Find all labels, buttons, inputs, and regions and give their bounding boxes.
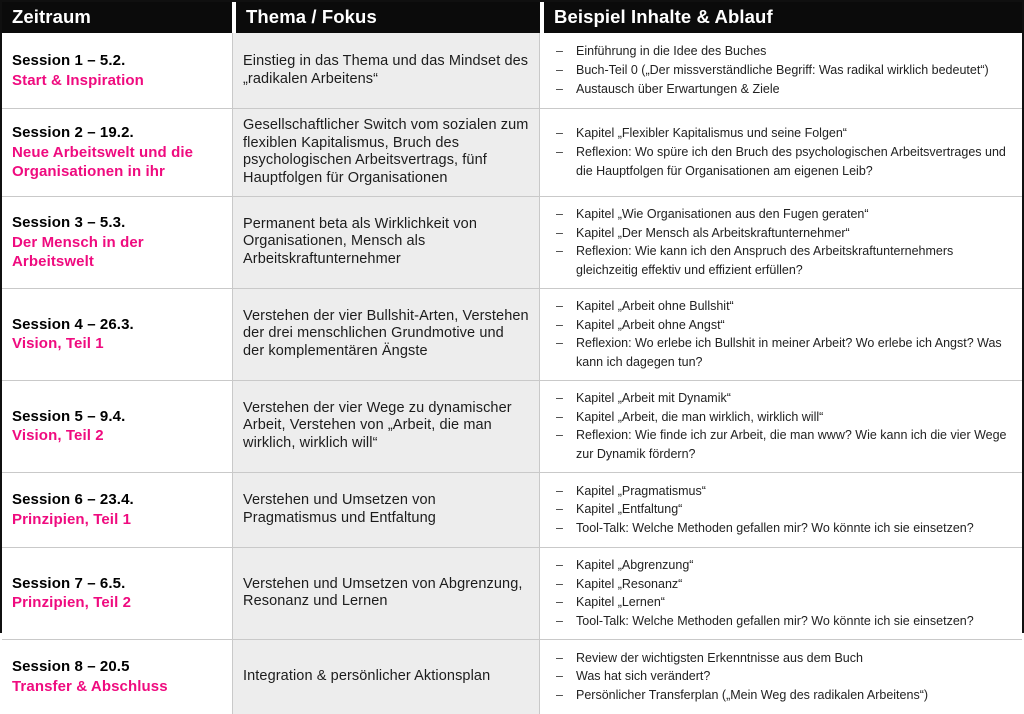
thema-text: Integration & persönlicher Aktionsplan: [243, 668, 529, 686]
session-title: Der Mensch in der Arbeitswelt: [12, 233, 222, 272]
thema-cell: [232, 547, 540, 639]
inhalt-item: – Austausch über Erwartungen & Ziele: [556, 80, 1012, 99]
table-row: [2, 196, 1022, 288]
inhalt-item: – Kapitel „Arbeit mit Dynamik“: [556, 389, 1012, 408]
inhalt-item: – Persönlicher Transferplan („Mein Weg des radikalen Arbeitens“): [556, 686, 1012, 705]
inhalt-item: – Kapitel „Arbeit ohne Bullshit“: [556, 297, 1012, 316]
thema-cell: [232, 288, 540, 380]
table-header: [2, 2, 1022, 33]
thema-text: Einstieg in das Thema und das Mindset des „radikalen Arbeitens“: [243, 53, 529, 88]
session-date: Session 8 – 20.5: [12, 657, 222, 677]
inhalt-item: – Kapitel „Flexibler Kapitalismus und seine Folgen“: [556, 124, 1012, 143]
zeitraum-cell: [2, 108, 232, 196]
inhalte-cell: [540, 33, 1022, 108]
table-row: [2, 380, 1022, 472]
zeitraum-cell: [2, 639, 232, 714]
inhalt-item: – Review der wichtigsten Erkenntnisse aus dem Buch: [556, 649, 1012, 668]
inhalt-item: – Kapitel „Der Mensch als Arbeitskraftunternehmer“: [556, 224, 1012, 243]
header-beispiel-inhalte: Beispiel Inhalte & Ablauf: [540, 2, 1022, 33]
inhalt-item: – Tool-Talk: Welche Methoden gefallen mir? Wo könnte ich sie einsetzen?: [556, 612, 1012, 631]
thema-text: Gesellschaftlicher Switch vom sozialen zum flexiblen Kapitalismus, Bruch des psychologischen Arbeitsvertrags, fünf Hauptfolgen für Organisationen: [243, 117, 529, 188]
inhalte-list: [556, 205, 1012, 280]
zeitraum-cell: [2, 472, 232, 547]
session-title: Start & Inspiration: [12, 71, 222, 91]
header-thema-fokus: Thema / Fokus: [232, 2, 540, 33]
table-row: [2, 639, 1022, 714]
session-date: Session 5 – 9.4.: [12, 407, 222, 427]
inhalte-cell: [540, 547, 1022, 639]
inhalt-item: – Kapitel „Wie Organisationen aus den Fugen geraten“: [556, 205, 1012, 224]
inhalt-item: – Kapitel „Abgrenzung“: [556, 556, 1012, 575]
inhalt-item: – Kapitel „Resonanz“: [556, 575, 1012, 594]
session-title: Prinzipien, Teil 2: [12, 593, 222, 613]
session-title: Neue Arbeitswelt und die Organisationen in ihr: [12, 143, 222, 182]
thema-cell: [232, 108, 540, 196]
inhalte-list: [556, 649, 1012, 705]
inhalt-item: – Reflexion: Wie kann ich den Anspruch des Arbeitskraftunternehmers gleichzeitig effektiv und effizient erfüllen?: [556, 242, 1012, 280]
zeitraum-cell: [2, 380, 232, 472]
inhalt-item: – Einführung in die Idee des Buches: [556, 42, 1012, 61]
thema-text: Permanent beta als Wirklichkeit von Organisationen, Mensch als Arbeitskraftunternehmer: [243, 216, 529, 269]
inhalte-list: [556, 556, 1012, 631]
thema-text: Verstehen der vier Bullshit-Arten, Verstehen der drei menschlichen Grundmotive und der komplementären Ängste: [243, 308, 529, 361]
zeitraum-cell: [2, 196, 232, 288]
table-body: [2, 33, 1022, 714]
table-row: [2, 547, 1022, 639]
table-row: [2, 33, 1022, 108]
inhalt-item: – Kapitel „Pragmatismus“: [556, 482, 1012, 501]
inhalt-item: – Kapitel „Entfaltung“: [556, 500, 1012, 519]
session-date: Session 6 – 23.4.: [12, 490, 222, 510]
thema-cell: [232, 380, 540, 472]
session-date: Session 4 – 26.3.: [12, 315, 222, 335]
inhalt-item: – Buch-Teil 0 („Der missverständliche Begriff: Was radikal wirklich bedeutet“): [556, 61, 1012, 80]
inhalt-item: – Reflexion: Wo spüre ich den Bruch des psychologischen Arbeitsvertrages und die Hauptfolgen für Organisationen am eigenen Leib?: [556, 143, 1012, 181]
inhalt-item: – Reflexion: Wie finde ich zur Arbeit, die man www? Wie kann ich die vier Wege zur Dynamik fördern?: [556, 426, 1012, 464]
thema-text: Verstehen der vier Wege zu dynamischer Arbeit, Verstehen von „Arbeit, die man wirklich, wirklich will“: [243, 400, 529, 453]
zeitraum-cell: [2, 33, 232, 108]
inhalte-cell: [540, 196, 1022, 288]
inhalte-list: [556, 389, 1012, 464]
inhalt-item: – Was hat sich verändert?: [556, 667, 1012, 686]
session-title: Prinzipien, Teil 1: [12, 510, 222, 530]
thema-cell: [232, 639, 540, 714]
session-date: Session 3 – 5.3.: [12, 213, 222, 233]
inhalte-cell: [540, 108, 1022, 196]
session-date: Session 1 – 5.2.: [12, 51, 222, 71]
inhalte-list: [556, 297, 1012, 372]
inhalte-cell: [540, 639, 1022, 714]
inhalt-item: – Tool-Talk: Welche Methoden gefallen mir? Wo könnte ich sie einsetzen?: [556, 519, 1012, 538]
inhalte-list: [556, 42, 1012, 98]
session-title: Vision, Teil 1: [12, 334, 222, 354]
inhalte-cell: [540, 472, 1022, 547]
table-row: [2, 108, 1022, 196]
thema-cell: [232, 196, 540, 288]
session-date: Session 7 – 6.5.: [12, 574, 222, 594]
session-title: Transfer & Abschluss: [12, 677, 222, 697]
inhalt-item: – Kapitel „Arbeit ohne Angst“: [556, 316, 1012, 335]
thema-cell: [232, 472, 540, 547]
inhalte-cell: [540, 380, 1022, 472]
thema-text: Verstehen und Umsetzen von Pragmatismus und Entfaltung: [243, 492, 529, 527]
table-row: [2, 288, 1022, 380]
zeitraum-cell: [2, 288, 232, 380]
inhalte-list: [556, 482, 1012, 538]
table-row: [2, 472, 1022, 547]
inhalte-list: [556, 124, 1012, 180]
session-title: Vision, Teil 2: [12, 426, 222, 446]
thema-text: Verstehen und Umsetzen von Abgrenzung, Resonanz und Lernen: [243, 576, 529, 611]
zeitraum-cell: [2, 547, 232, 639]
thema-cell: [232, 33, 540, 108]
inhalt-item: – Reflexion: Wo erlebe ich Bullshit in meiner Arbeit? Wo erlebe ich Angst? Was kann ich dagegen tun?: [556, 334, 1012, 372]
inhalt-item: – Kapitel „Lernen“: [556, 593, 1012, 612]
inhalt-item: – Kapitel „Arbeit, die man wirklich, wirklich will“: [556, 408, 1012, 427]
session-date: Session 2 – 19.2.: [12, 123, 222, 143]
inhalte-cell: [540, 288, 1022, 380]
header-zeitraum: Zeitraum: [2, 2, 232, 33]
